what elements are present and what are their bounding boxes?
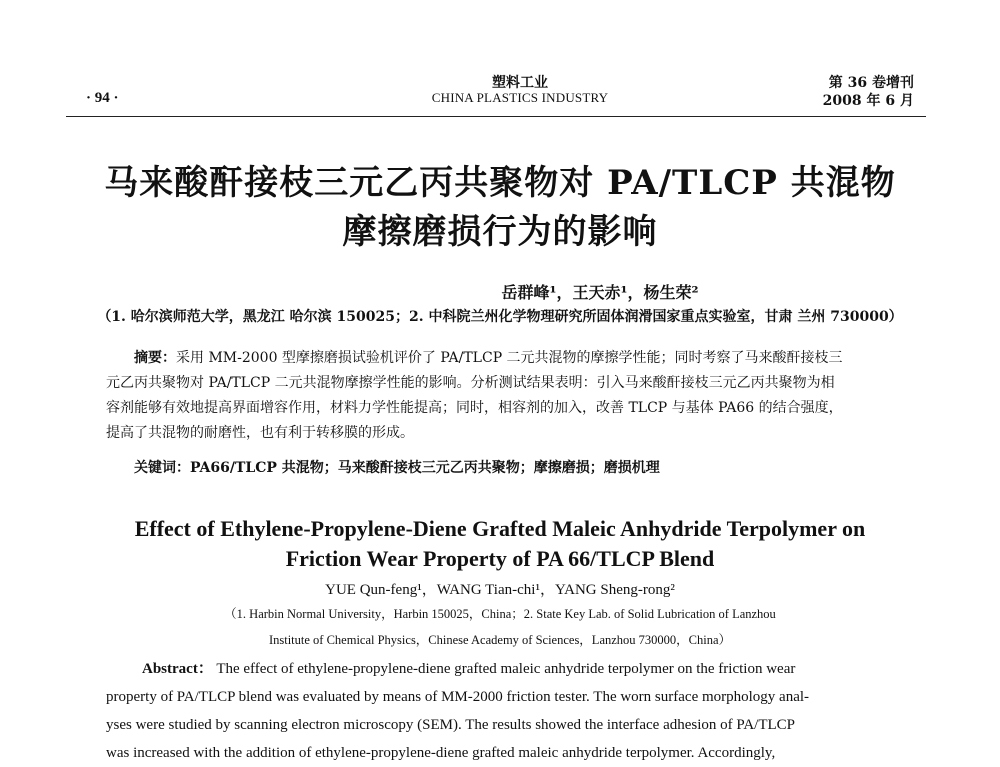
title-cn-line-1: 马来酸酐接枝三元乙丙共聚物对 PA/TLCP 共混物 (104, 163, 896, 203)
issue-date: 2008 年 6 月 (822, 93, 914, 109)
abstract-cn-line-3: 容剂能够有效地提高界面增容作用，材料力学性能提高；同时，相容剂的加入，改善 TLCP 与基体 PA66 的结合强度， (106, 400, 843, 416)
abstract-en-line-3: yses were studied by scanning electron microscopy (SEM). The results showed the interface adhesion of PA/TLCP (106, 717, 796, 733)
abstract-en-line-1 (106, 655, 906, 683)
abstract-cn-label: 摘要： (134, 350, 176, 366)
abstract-en (106, 655, 906, 767)
journal-name-cn: 塑料工业 (492, 75, 548, 91)
keywords-cn-text: PA66/TLCP 共混物；马来酸酐接枝三元乙丙共聚物；摩擦磨损；磨损机理 (190, 460, 660, 476)
authors-en: YUE Qun-feng¹，WANG Tian-chi¹，YANG Sheng-rong² (325, 582, 675, 598)
abstract-cn-line-4: 提高了共混物的耐磨性，也有利于转移膜的形成。 (106, 425, 414, 441)
volume-label: 第 36 卷增刊 (828, 75, 914, 91)
abstract-en-label: Abstract： (142, 661, 213, 677)
abstract-cn-text-1: 采用 MM-2000 型摩擦磨损试验机评价了 PA/TLCP 二元共混物的摩擦学性能；同时考察了马来酸酐接枝三 (176, 350, 843, 366)
page-number: · 94 · (86, 90, 119, 106)
affiliation-cn: （1. 哈尔滨师范大学，黑龙江 哈尔滨 150025；2. 中科院兰州化学物理研究所固体润滑国家重点实验室，甘肃 兰州 730000） (97, 309, 903, 325)
affiliation-en-line-1: （1. Harbin Normal University，Harbin 150025，China；2. State Key Lab. of Solid Lubrication of Lanzhou (224, 607, 776, 621)
keywords-cn (134, 457, 660, 477)
title-en-line-1: Effect of Ethylene-Propylene-Diene Grafted Maleic Anhydride Terpolymer on (134, 516, 866, 541)
abstract-cn (106, 346, 896, 446)
journal-name-en: CHINA PLASTICS INDUSTRY (431, 90, 609, 105)
authors-cn: 岳群峰¹，王天赤¹，杨生荣² (501, 283, 699, 302)
title-cn-line-2: 摩擦磨损行为的影响 (342, 212, 658, 252)
abstract-en-line-2: property of PA/TLCP blend was evaluated by means of MM-2000 friction tester. The worn surface morphology anal- (106, 689, 810, 705)
header-rule (66, 116, 926, 117)
keywords-cn-label: 关键词： (134, 460, 190, 476)
affiliation-en-line-2: Institute of Chemical Physics，Chinese Academy of Sciences，Lanzhou 730000，China） (268, 633, 732, 647)
abstract-en-line-4: was increased with the addition of ethylene-propylene-diene grafted maleic anhydride terpolymer. Accordingly, (106, 745, 776, 761)
title-en-line-2: Friction Wear Property of PA 66/TLCP Blend (285, 546, 715, 571)
abstract-cn-line-1 (106, 346, 896, 371)
abstract-en-text-1: The effect of ethylene-propylene-diene grafted maleic anhydride terpolymer on the friction wear (216, 661, 796, 677)
abstract-cn-line-2: 元乙丙共聚物对 PA/TLCP 二元共混物摩擦学性能的影响。分析测试结果表明：引入马来酸酐接枝三元乙丙共聚物为相 (106, 375, 835, 391)
